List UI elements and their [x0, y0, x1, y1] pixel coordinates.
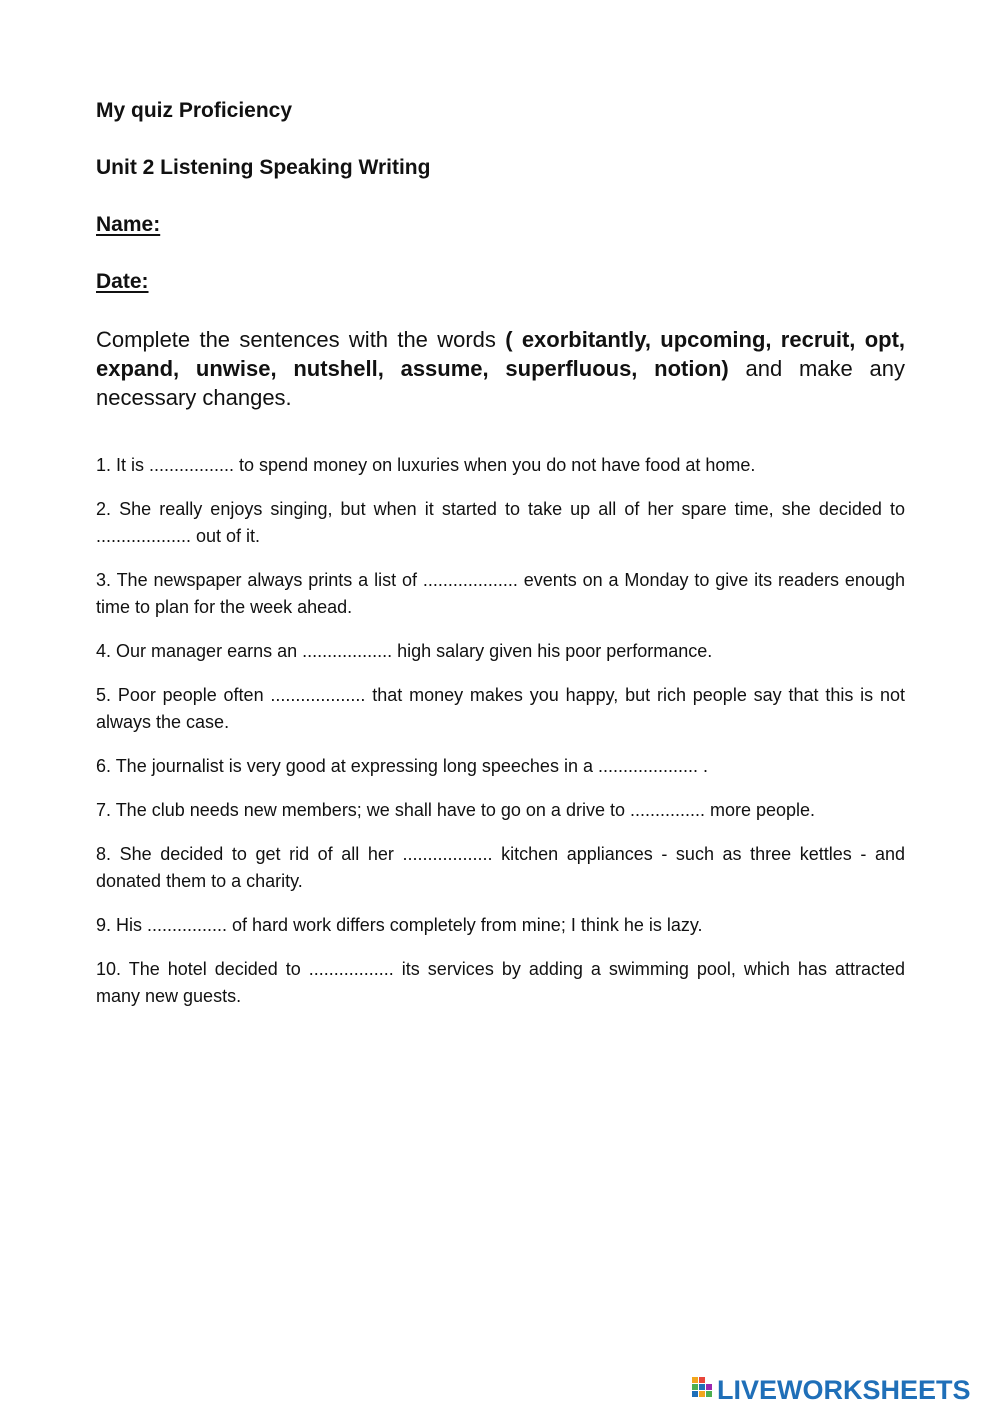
question-4: 4. Our manager earns an .................. high salary given his poor performance. — [96, 641, 713, 661]
unit-title: Unit 2 Listening Speaking Writing — [96, 156, 431, 179]
word-bank: ( exorbitantly, upcoming, recruit, opt, expand, unwise, nutshell, assume, superfluous, notion) — [96, 327, 906, 381]
liveworksheets-logo-icon — [692, 1377, 714, 1403]
name-label: Name: — [96, 213, 161, 236]
liveworksheets-logo[interactable] — [692, 1375, 971, 1405]
question-6: 6. The journalist is very good at expressing long speeches in a .................... . — [96, 756, 708, 776]
question-3: 3. The newspaper always prints a list of ................... events on a Monday to give its readers enough time to plan for the week ahead. — [96, 570, 905, 617]
question-9: 9. His ................ of hard work differs completely from mine; I think he is lazy. — [96, 915, 703, 935]
instructions-tail: and make any necessary changes. — [96, 356, 905, 410]
instructions-lead: Complete the sentences with the words — [96, 327, 506, 352]
date-label: Date: — [96, 270, 149, 293]
liveworksheets-logo-text: LIVEWORKSHEETS — [717, 1375, 971, 1405]
question-10: 10. The hotel decided to ................. its services by adding a swimming pool, which has attracted many new guests. — [96, 959, 905, 1006]
question-list — [96, 452, 905, 1027]
question-7: 7. The club needs new members; we shall have to go on a drive to ............... more people. — [96, 800, 816, 820]
quiz-title: My quiz Proficiency — [96, 99, 293, 122]
question-8: 8. She decided to get rid of all her .................. kitchen appliances - such as three kettles - and donated them to a charity. — [96, 844, 905, 891]
question-5: 5. Poor people often ................... that money makes you happy, but rich people say that this is not always the case. — [96, 685, 905, 732]
question-1: 1. It is ................. to spend money on luxuries when you do not have food at home. — [96, 455, 756, 475]
question-2: 2. She really enjoys singing, but when it started to take up all of her spare time, she decided to ................... out of it. — [96, 499, 905, 546]
instructions — [96, 325, 905, 412]
